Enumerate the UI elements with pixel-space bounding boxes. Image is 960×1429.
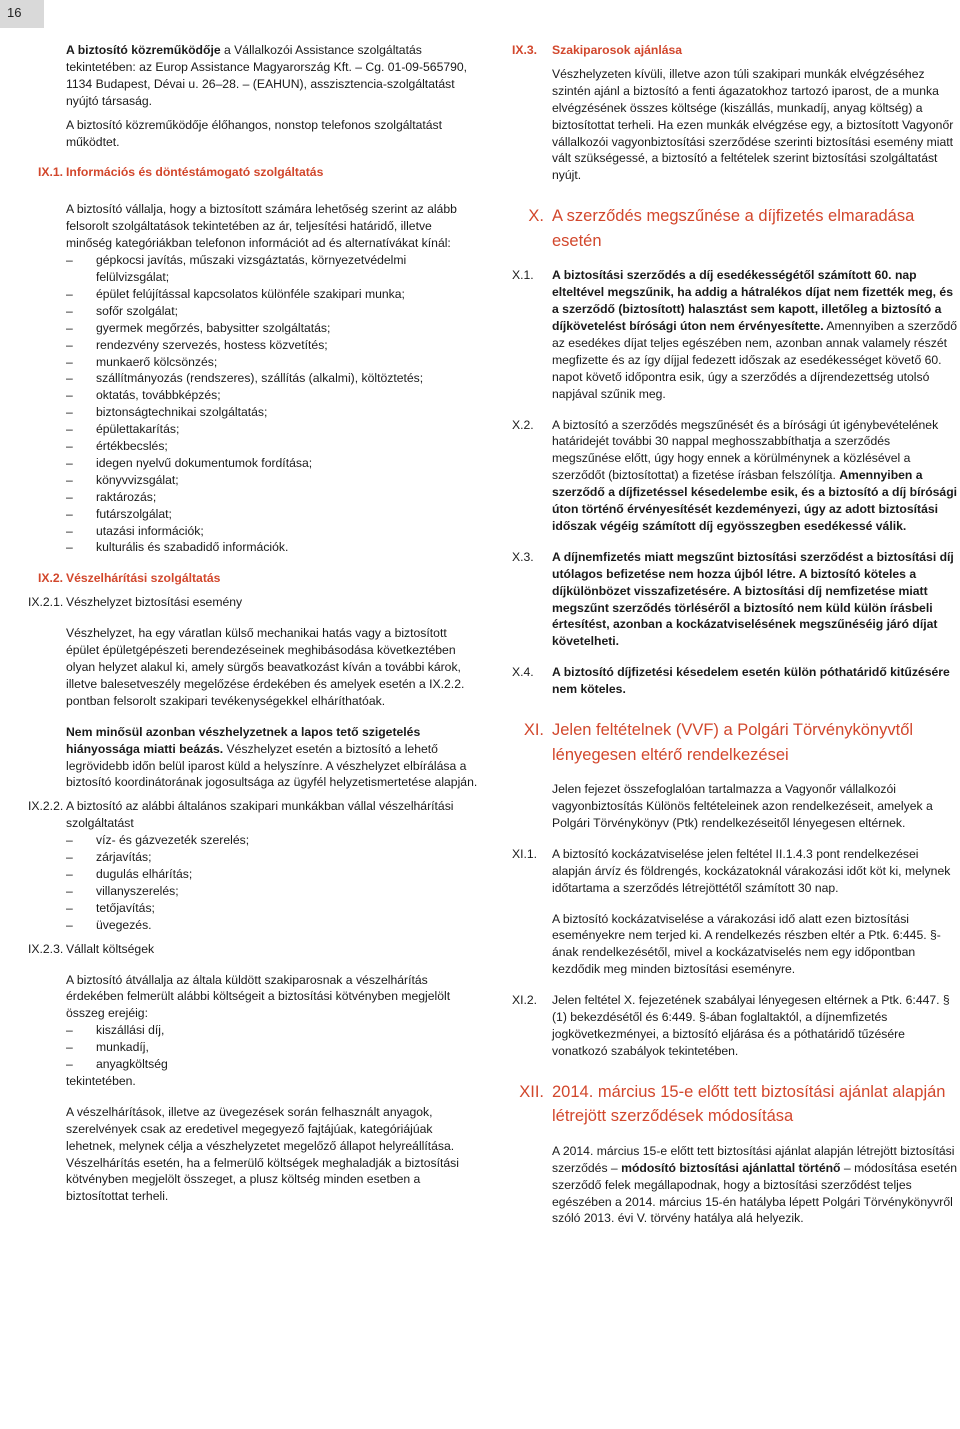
list-item: – értékbecslés;	[66, 438, 478, 455]
section-ix-2-1-heading: IX.2.1. Vészhelyzet biztosítási esemény	[28, 595, 243, 610]
section-ix-3-text: Vészhelyzeten kívüli, illetve azon túli szakipari munkák elvégzéséhez szintén ajánl a biztosító a fenti ágazatokhoz tartozó iparost, de a munka elvégzésének összes költsége (kiszállás, munkadíj, anyag költség) a biztosítottat terheli. Ha ezen munkák elvégzése egy, a biztosított Vagyonőr vállalkozói vagyonbiztosítási szerződése szerinti biztosítási esemény miatt vált szükségessé, a biztosító a feltételek szerint biztosítási szolgáltatást nyújt.	[552, 66, 954, 183]
section-ix-2-3-list	[28, 1022, 478, 1073]
list-item: – sofőr szolgálat;	[66, 303, 478, 320]
section-ix-2-2-list	[66, 832, 478, 933]
list-item: – raktározás;	[66, 489, 478, 506]
chapter-xii-text: A 2014. március 15-e előtt tett biztosítási ajánlat alapján létrejött biztosítási szerződés – módosító biztosítási ajánlattal történő – módosítása esetén szerződő felek megállapodnak, hogy a biztosítási szerződést teljes egészében a 2014. március 15-én hatályba lépett Polgári Törvénykönyvről szóló 2013. évi V. törvény hatálya alá helyezik.	[552, 1143, 958, 1226]
section-ix-2-2: IX.2.2. A biztosító az alábbi általános szakipari munkákban vállal vészelhárítási szolgáltatást – víz- és gázvezeték szerelés; – zárjavítás; – dugulás elhárítás; – villanyszerelés; – tetőjavítás; – üvegezés.	[28, 798, 478, 933]
section-ix-2-3-text-2: A vészelhárítások, illetve az üvegezések során felhasznált anyagok, szerelvények csak az eredetivel megegyező fajtájúak, kategóriájúak lehetnek, melynek célja a vészhelyzetet megelőző állapot helyreállítása. Vészelhárítás esetén, ha a felmerülő költségek meghaladják a biztosítási kötvényben megjelölt összeget, a plusz költség minden esetben a biztosítottat terheli.	[66, 1104, 459, 1204]
section-ix-2-1-text-2: Nem minősül azonban vészhelyzetnek a lapos tető szigetelés hiányossága miatti beázás. Vészhelyzet esetén a biztosító a lehető legrövidebb időn belül iparost küld a helyszínre. A vészhelyzet elbírálása a biztosító koordinátorának jogosultsága az ügyfél helyzetismertetése alapján.	[66, 724, 478, 790]
list-item: – gyermek megőrzés, babysitter szolgáltatás;	[66, 320, 478, 337]
section-ix-2-heading: IX.2. Vészelhárítási szolgáltatás	[38, 571, 221, 586]
list-item: – üvegezés.	[66, 917, 478, 934]
list-item: – dugulás elhárítás;	[66, 866, 478, 883]
list-item: – tetőjavítás;	[66, 900, 478, 917]
section-ix-2-1-text-1: Vészhelyzet, ha egy váratlan külső mechanikai hatás vagy a biztosított épület épületgépészeti berendezéseinek meghibásodása következtében olyan helyzet alakul ki, amely sürgős beavatkozást kíván a további károk, illetve balesetveszély megelőzése érdekében és amelyek esetén a IX.2.2. pontban felsorolt szakipari tevékenységekkel elháríthatóak.	[66, 626, 465, 708]
page-number: 16	[7, 5, 22, 20]
section-x-2: X.2. A biztosító a szerződés megszűnését és a bírósági út igénybevételének határidejét további 30 nappal meghosszabbíthatja a szerződés megszűnése előtt, úgy hogy ennek a körülménynek a közlésével a szerződőt (biztosítottat) a fizetése írásban felszólítja. Amennyiben a szerződő a díjfizetéssel késedelembe esik, és a biztosító a díj bírósági úton történő érvényesítését kezdeményezi, úgy az adott biztosítási időszak végéig számított díj egyösszegben esedékessé válik.	[512, 417, 958, 533]
list-item: – villanyszerelés;	[66, 883, 478, 900]
intro-paragraph-2: A biztosító közreműködője élőhangos, nonstop telefonos szolgáltatást működtet.	[66, 117, 443, 149]
list-item: – utazási információk;	[66, 523, 478, 540]
list-item: – könyvvizsgálat;	[66, 472, 478, 489]
intro-bold: A biztosító közreműködője	[66, 43, 221, 57]
right-column	[512, 42, 960, 1227]
list-item: – anyagköltség	[66, 1056, 478, 1073]
section-ix-1-list	[28, 252, 478, 556]
section-ix-1-text: A biztosító vállalja, hogy a biztosított számára lehetőség szerint az alább felsorolt szolgáltatások tekintetében az ár, teljesítési határidő, illetve minőség kategóriákban telefonon információt ad és alternatívákat kínál:	[66, 202, 457, 251]
list-item: – idegen nyelvű dokumentumok fordítása;	[66, 455, 478, 472]
intro-paragraph-1: A biztosító közreműködője a Vállalkozói Assistance szolgáltatás tekintetében: az Europ Assistance Magyarország Kft. – Cg. 01-09-565790, 1134 Budapest, Dévai u. 26–28. – (EAHUN), asszisztencia-szolgáltatást nyújtó társaság.	[66, 43, 468, 108]
chapter-xi-intro: Jelen fejezet összefoglalóan tartalmazza a Vagyonőr vállalkozói vagyonbiztosítás Különös feltételeinek azon rendelkezéseit, amelyek a Polgári Törvénykönyv (Ptk) rendelkezéseitől lényegesen eltérnek.	[552, 782, 933, 830]
list-item: – oktatás, továbbképzés;	[66, 387, 478, 404]
section-ix-3-heading: IX.3. Szakiparosok ajánlása	[512, 43, 683, 57]
section-x-3: X.3. A díjnemfizetés miatt megszűnt biztosítási szerződést a biztosítási díj utólagos befizetése nem hozza újból létre. A biztosító köteles a díjkülönbözet visszafizetésére. A biztosítási díj nemfizetése miatt megszűnt szerződés törléséről a biztosító nem küld külön írásbeli értesítést, azonban a kockázatviselésének megszűnéséig járó díjat követelheti.	[512, 549, 954, 649]
list-item: – munkaerő kölcsönzés;	[66, 354, 478, 371]
list-item: – kiszállási díj,	[66, 1022, 478, 1039]
list-item: – szállítmányozás (rendszeres), szállítás (alkalmi), költöztetés;	[66, 370, 478, 387]
list-item: – biztonságtechnikai szolgáltatás;	[66, 404, 478, 421]
list-item: – épület felújítással kapcsolatos különféle szakipari munka;	[66, 286, 478, 303]
section-x-1: X.1. A biztosítási szerződés a díj esedékességétől számított 60. nap elteltével megszűnik, ha addig a hátralékos díjat nem fizették meg, és a szerződő (biztosított) halasztást sem kapott, illetőleg a biztosító a díjkövetelést bírósági úton nem érvényesítette. Amennyiben a szerződő az esedékes díjat teljes egészében nem, azonban annak valamely részét megfizette és az így díjjal fedezett időszak az esedékességet követő 60. napot követő időpontra esik, úgy a szerződés a díjrendezettség utolsó napjával szűnik meg.	[512, 268, 958, 401]
list-item: – kulturális és szabadidő információk.	[66, 539, 478, 556]
section-ix-2-3-after-list: tekintetében.	[66, 1073, 136, 1088]
list-item: – rendezvény szervezés, hostess közvetítés;	[66, 337, 478, 354]
section-x-4: X.4. A biztosító díjfizetési késedelem esetén külön póthatáridő kitűzésére nem köteles.	[512, 665, 950, 697]
section-xi-2: XI.2. Jelen feltétel X. fejezetének szabályai lényegesen eltérnek a Ptk. 6:447. § (1) bekezdésétől és 6:449. §-ában foglaltaktól, a díjnemfizetés jogkövetkezményei, a biztosító eljárása és a póthatáridő tűzésére vonatkozó szabályok tekintetében.	[512, 993, 950, 1058]
left-column	[28, 42, 478, 1205]
chapter-xi-heading: XI. Jelen feltételnek (VVF) a Polgári Törvénykönyvtől lényegesen eltérő rendelkezései	[523, 721, 914, 764]
list-item: – gépkocsi javítás, műszaki vizsgáztatás, környezetvédelmi felülvizsgálat;	[66, 252, 478, 286]
list-item: – futárszolgálat;	[66, 506, 478, 523]
list-item: – víz- és gázvezeték szerelés;	[66, 832, 478, 849]
section-ix-2-3-text-1: A biztosító átvállalja az általa küldött szakiparosnak a vészelhárítás érdekében felmerült alábbi költségeit a biztosítási kötvényben megjelölt összeg erejéig:	[66, 972, 451, 1021]
page-number-tab	[0, 0, 44, 28]
section-ix-1-heading: IX.1. Információs és döntéstámogató szolgáltatás	[38, 165, 324, 180]
list-item: – zárjavítás;	[66, 849, 478, 866]
list-item: – munkadíj,	[66, 1039, 478, 1056]
section-ix-2-3-heading: IX.2.3. Vállalt költségek	[28, 941, 155, 956]
chapter-x-heading: X. A szerződés megszűnése a díjfizetés elmaradása esetén	[528, 207, 915, 250]
list-item: – épülettakarítás;	[66, 421, 478, 438]
chapter-xii-heading: XII. 2014. március 15-e előtt tett biztosítási ajánlat alapján létrejött szerződések módosítása	[519, 1082, 946, 1126]
section-xi-1: XI.1. A biztosító kockázatviselése jelen feltétel II.1.4.3 pont rendelkezései alapján árvíz és földrengés, kockázatoknál várakozási időt köt ki, melynek időtartama a szerződés létrejöttétől számított 30 nap. A biztosító kockázatviselése a várakozási idő alatt ezen biztosítási eseményekre nem terjed ki. A rendelkezés részben eltér a Ptk. 6:445. §-ának rendelkezésétől, mivel a kockázatviselés nem egy időpontban kezdődik meg minden biztosítási eseményre.	[512, 846, 951, 977]
